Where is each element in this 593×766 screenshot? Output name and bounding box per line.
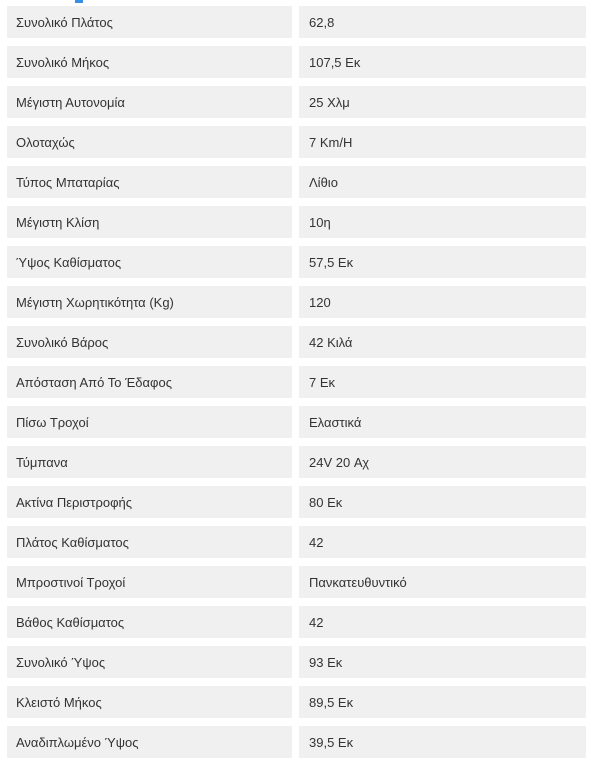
spec-value: 24V 20 Αχ [299, 446, 586, 478]
spec-label: Μπροστινοί Τροχοί [7, 566, 292, 598]
spec-label: Ακτίνα Περιστροφής [7, 486, 292, 518]
spec-label: Κλειστό Μήκος [7, 686, 292, 718]
spec-row [7, 246, 586, 278]
spec-row [7, 406, 586, 438]
spec-row [7, 366, 586, 398]
spec-row [7, 686, 586, 718]
spec-value: Λίθιο [299, 166, 586, 198]
spec-row [7, 606, 586, 638]
spec-row [7, 126, 586, 158]
spec-row [7, 646, 586, 678]
spec-label: Τύπος Μπαταρίας [7, 166, 292, 198]
spec-value: 42 Κιλά [299, 326, 586, 358]
spec-value: 62,8 [299, 6, 586, 38]
spec-row [7, 286, 586, 318]
spec-label: Ολοταχώς [7, 126, 292, 158]
spec-row [7, 566, 586, 598]
spec-label: Μέγιστη Χωρητικότητα (Kg) [7, 286, 292, 318]
spec-row [7, 726, 586, 758]
spec-row [7, 166, 586, 198]
spec-row [7, 326, 586, 358]
spec-label: Απόσταση Από Το Έδαφος [7, 366, 292, 398]
spec-label: Συνολικό Μήκος [7, 46, 292, 78]
spec-row [7, 6, 586, 38]
spec-label: Βάθος Καθίσματος [7, 606, 292, 638]
spec-label: Συνολικό Πλάτος [7, 6, 292, 38]
spec-row [7, 86, 586, 118]
spec-label: Συνολικό Ύψος [7, 646, 292, 678]
spec-label: Μέγιστη Κλίση [7, 206, 292, 238]
spec-value: 10η [299, 206, 586, 238]
spec-label: Πλάτος Καθίσματος [7, 526, 292, 558]
spec-value: Ελαστικά [299, 406, 586, 438]
spec-value: 42 [299, 606, 586, 638]
specifications-table [7, 6, 586, 766]
spec-value: 39,5 Εκ [299, 726, 586, 758]
spec-label: Τύμπανα [7, 446, 292, 478]
spec-label: Αναδιπλωμένο Ύψος [7, 726, 292, 758]
spec-value: 42 [299, 526, 586, 558]
spec-row [7, 486, 586, 518]
spec-value: 120 [299, 286, 586, 318]
spec-label: Πίσω Τροχοί [7, 406, 292, 438]
spec-value: Πανκατευθυντικό [299, 566, 586, 598]
spec-value: 25 Χλμ [299, 86, 586, 118]
spec-row [7, 446, 586, 478]
spec-value: 89,5 Εκ [299, 686, 586, 718]
spec-row [7, 526, 586, 558]
spec-row [7, 206, 586, 238]
spec-value: 93 Εκ [299, 646, 586, 678]
spec-row [7, 46, 586, 78]
spec-value: 7 Εκ [299, 366, 586, 398]
accent-mark [75, 0, 83, 3]
spec-value: 57,5 Εκ [299, 246, 586, 278]
spec-value: 107,5 Εκ [299, 46, 586, 78]
top-accent-strip [0, 0, 593, 4]
spec-value: 80 Εκ [299, 486, 586, 518]
spec-label: Ύψος Καθίσματος [7, 246, 292, 278]
spec-label: Μέγιστη Αυτονομία [7, 86, 292, 118]
spec-label: Συνολικό Βάρος [7, 326, 292, 358]
spec-value: 7 Km/H [299, 126, 586, 158]
